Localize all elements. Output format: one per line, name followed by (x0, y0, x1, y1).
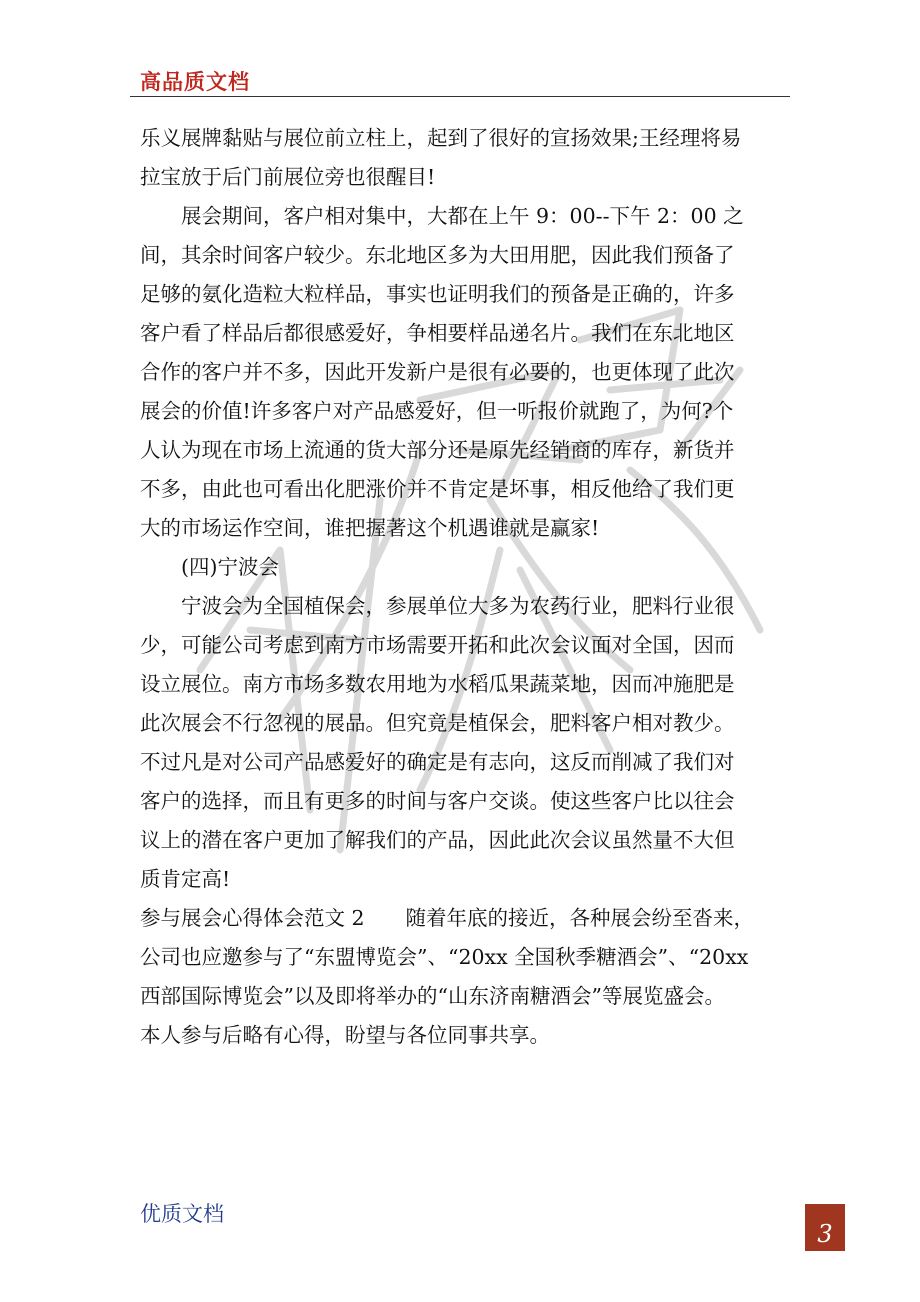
text-line: 合作的客户并不多，因此开发新户是很有必要的，也更体现了此次 (140, 360, 735, 384)
text-line: 议上的潜在客户更加了解我们的产品，因此此次会议虽然量不大但 (140, 828, 735, 852)
text-line: 足够的氨化造粒大粒样品，事实也证明我们的预备是正确的，许多 (140, 282, 735, 306)
section-heading-text: (四)宁波会 (181, 555, 279, 579)
paragraph-4 (140, 587, 790, 899)
footer-title: 优质文档 (140, 1202, 224, 1226)
text-line: 宁波会为全国植保会，参展单位大多为农药行业，肥料行业很 (181, 594, 735, 618)
text-line: 大的市场运作空间，谁把握著这个机遇谁就是赢家! (140, 516, 600, 540)
text-line: 不多，由此也可看出化肥涨价并不肯定是坏事，相反他给了我们更 (140, 477, 735, 501)
header-divider (130, 96, 790, 97)
text-line: 客户的选择，而且有更多的时间与客户交谈。使这些客户比以往会 (140, 789, 735, 813)
text-line: 间，其余时间客户较少。东北地区多为大田用肥，因此我们预备了 (140, 243, 735, 267)
paragraph-1 (140, 119, 790, 197)
text-line: 客户看了样品后都很感爱好，争相要样品递名片。我们在东北地区 (140, 321, 735, 345)
text-line: 人认为现在市场上流通的货大部分还是原先经销商的库存，新货并 (140, 438, 735, 462)
text-line: 展会的价值!许多客户对产品感爱好，但一听报价就跑了，为何?个 (140, 399, 734, 423)
text-line: 少，可能公司考虑到南方市场需要开拓和此次会议面对全国，因而 (140, 633, 735, 657)
text-line: 公司也应邀参与了“东盟博览会”、“20xx 全国秋季糖酒会”、“20xx (140, 945, 749, 969)
header-title: 高品质文档 (140, 70, 250, 94)
text-line: 拉宝放于后门前展位旁也很醒目! (140, 165, 436, 189)
text-line: 参与展会心得体会范文 2 随着年底的接近，各种展会纷至沓来， (140, 906, 755, 930)
document-body (140, 119, 790, 1055)
text-line: 质肯定高! (140, 867, 231, 891)
text-line: 西部国际博览会”以及即将举办的“山东济南糖酒会”等展览盛会。 (140, 984, 725, 1008)
text-line: 设立展位。南方市场多数农用地为水稻瓜果蔬菜地，因而冲施肥是 (140, 672, 735, 696)
text-line: 乐义展牌黏贴与展位前立柱上，起到了很好的宣扬效果;王经理将易 (140, 126, 742, 150)
page-number: 3 (817, 1220, 833, 1248)
text-line: 此次展会不行忽视的展品。但究竟是植保会，肥料客户相对教少。 (140, 711, 735, 735)
section-heading (140, 548, 790, 587)
page-number-underline (805, 1250, 845, 1251)
paragraph-2 (140, 197, 790, 548)
text-line: 不过凡是对公司产品感爱好的确定是有志向，这反而削减了我们对 (140, 750, 735, 774)
paragraph-5 (140, 899, 790, 1055)
text-line: 展会期间，客户相对集中，大都在上午 9：00--下午 2：00 之 (181, 204, 744, 228)
text-line: 本人参与后略有心得，盼望与各位同事共享。 (140, 1023, 550, 1047)
page-number-badge (805, 1204, 845, 1250)
